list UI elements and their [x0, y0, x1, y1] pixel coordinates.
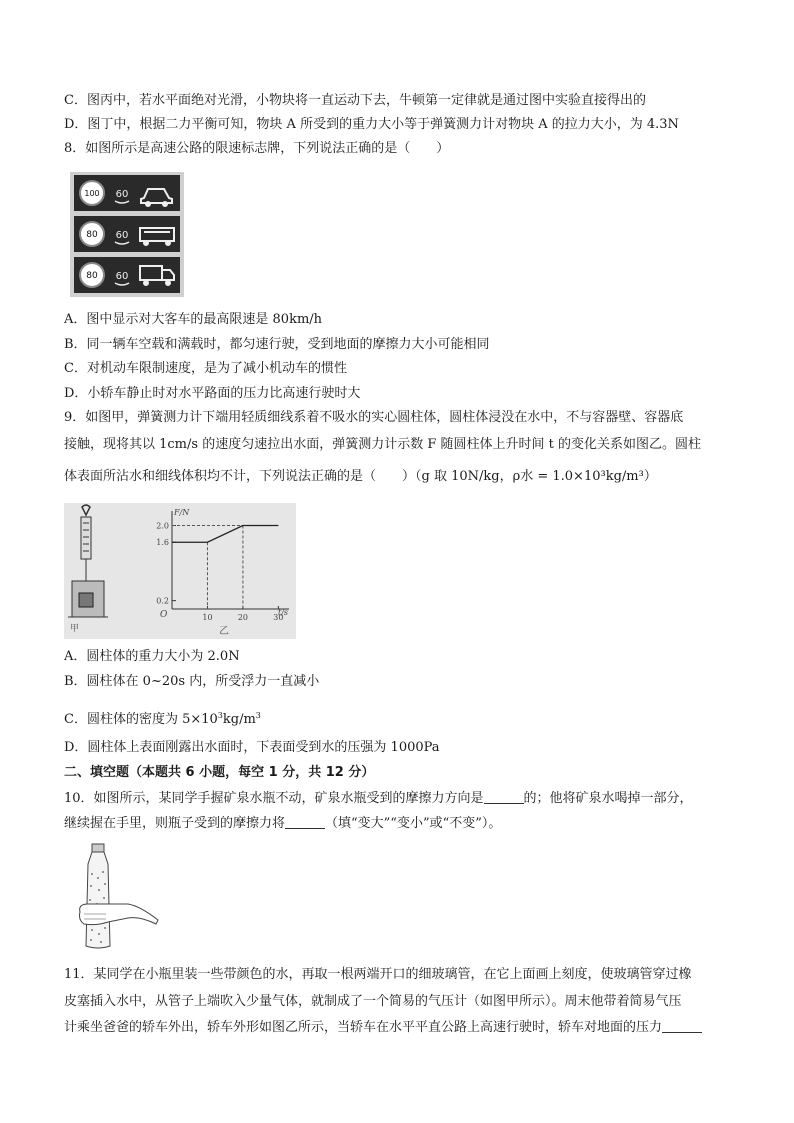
y-axis-label: F/N: [174, 508, 190, 517]
q8-option-c: C．对机动车限制速度，是为了减小机动车的惯性: [64, 361, 347, 376]
q8-option-d: D．小轿车静止时对水平路面的压力比高速行驶时大: [64, 386, 361, 401]
q7-option-c: C．图丙中，若水平面绝对光滑，小物块将一直运动下去，牛顿第一定律就是通过图中实验直接得出的: [64, 93, 646, 108]
q9-option-c: C．圆柱体的密度为 $5\times 10^3kg/m^3$: [64, 711, 261, 727]
q9-option-b: B．圆柱体在 0~20s 内，所受浮力一直减小: [64, 674, 320, 689]
q8-option-b: B．同一辆车空载和满载时，都匀速行驶，受到地面的摩擦力大小可能相同: [64, 337, 490, 352]
q9-option-d: D．圆柱体上表面刚露出水面时，下表面受到水的压强为 1000Pa: [64, 740, 440, 755]
fig-label-yi: 乙: [219, 626, 229, 637]
q9-stem-line3: 体表面所沾水和细线体积均不计，下列说法正确的是（ ）（g 取 10N/kg，ρ水 = 1.0×10³kg/m³）: [64, 469, 657, 484]
sign-row-1-min: 60: [115, 189, 129, 200]
speed-limit-sign-figure: [70, 172, 184, 297]
sign-row-3: [74, 257, 180, 293]
sign-row-2: [74, 216, 180, 252]
q11-blank-1[interactable]: [662, 1020, 702, 1033]
force-time-chart: [64, 503, 296, 639]
x-tick-label: 10: [202, 613, 213, 622]
q10-blank-1[interactable]: [484, 791, 524, 804]
q11-line1: 11．某同学在小瓶里装一些带颜色的水，再取一根两端开口的细玻璃管，在它上面画上刻度，使玻璃管穿过橡: [64, 967, 692, 982]
section-title-fill-in: 二、填空题（本题共 6 小题，每空 1 分，共 12 分）: [64, 765, 375, 780]
q11-line3-text: 计乘坐爸爸的轿车外出，轿车外形如图乙所示，当轿车在水平平直公路上高速行驶时，轿车对地面的压力: [64, 1020, 663, 1035]
q8-option-a: A．图中显示对大客车的最高限速是 80km/h: [64, 312, 323, 327]
q8-stem: 8．如图所示是高速公路的限速标志牌，下列说法正确的是（ ）: [64, 141, 450, 156]
force-series-line: [172, 526, 278, 543]
y-tick-label: 2.0: [156, 521, 169, 531]
x-tick-label: 20: [237, 613, 249, 622]
origin-label: O: [160, 610, 168, 620]
q7-option-d: D．图丁中，根据二力平衡可知，物块 A 所受到的重力大小等于弹簧测力计对物块 A 的拉力大小，为 4.3N: [64, 117, 679, 132]
q9-stem-line2: 接触，现将其以 1cm/s 的速度匀速拉出水面，弹簧测力计示数 F 随圆柱体上升时间 t 的变化关系如图乙。圆柱: [64, 437, 701, 452]
sign-row-3-min: 60: [115, 271, 129, 282]
sign-row-2-max: 80: [86, 230, 98, 240]
speed-limit-sign-svg: [70, 172, 184, 297]
water-bottle-hand-figure: [68, 842, 164, 952]
q10-line2-text: 继续握在手里，则瓶子受到的摩擦力将: [64, 816, 286, 831]
q11-line2: 皮塞插入水中，从管子上端吹入少量气体，就制成了一个简易的气压计（如图甲所示）。周末他带着简易气压: [64, 994, 682, 1009]
q10-line2: [64, 815, 501, 833]
sign-row-1: [74, 175, 180, 211]
fig-label-jia: 甲: [70, 624, 80, 634]
q11-line3: [64, 1019, 702, 1037]
q9-option-a: A．圆柱体的重力大小为 2.0N: [64, 649, 240, 664]
x-tick-label: 30: [273, 613, 284, 622]
bottle-cap-icon: [92, 844, 104, 852]
sign-row-2-min: 60: [115, 230, 129, 241]
sign-row-3-max: 80: [86, 271, 98, 281]
bottle-in-hand-svg: [68, 842, 164, 952]
sign-row-1-max: 100: [84, 189, 100, 198]
q10-blank-2[interactable]: [285, 816, 325, 829]
y-tick-label: 0.2: [156, 596, 169, 606]
q10-line1-text: 10．如图所示，某同学手握矿泉水瓶不动，矿泉水瓶受到的摩擦力方向是: [64, 791, 484, 806]
q10-line1: [64, 790, 693, 808]
q9-stem-line1: 9．如图甲，弹簧测力计下端用轻质细线系着不吸水的实心圆柱体，圆柱体浸没在水中，不与容器壁、容器底: [64, 410, 684, 425]
q10-line2-end: （填“变大”“变小”或“不变”）。: [325, 816, 502, 831]
q9-figure: [64, 503, 296, 639]
q10-line1-end: 的；他将矿泉水喝掉一部分，: [523, 791, 693, 806]
x-axis-label: t/s: [278, 608, 289, 617]
y-tick-label: 1.6: [156, 538, 169, 548]
